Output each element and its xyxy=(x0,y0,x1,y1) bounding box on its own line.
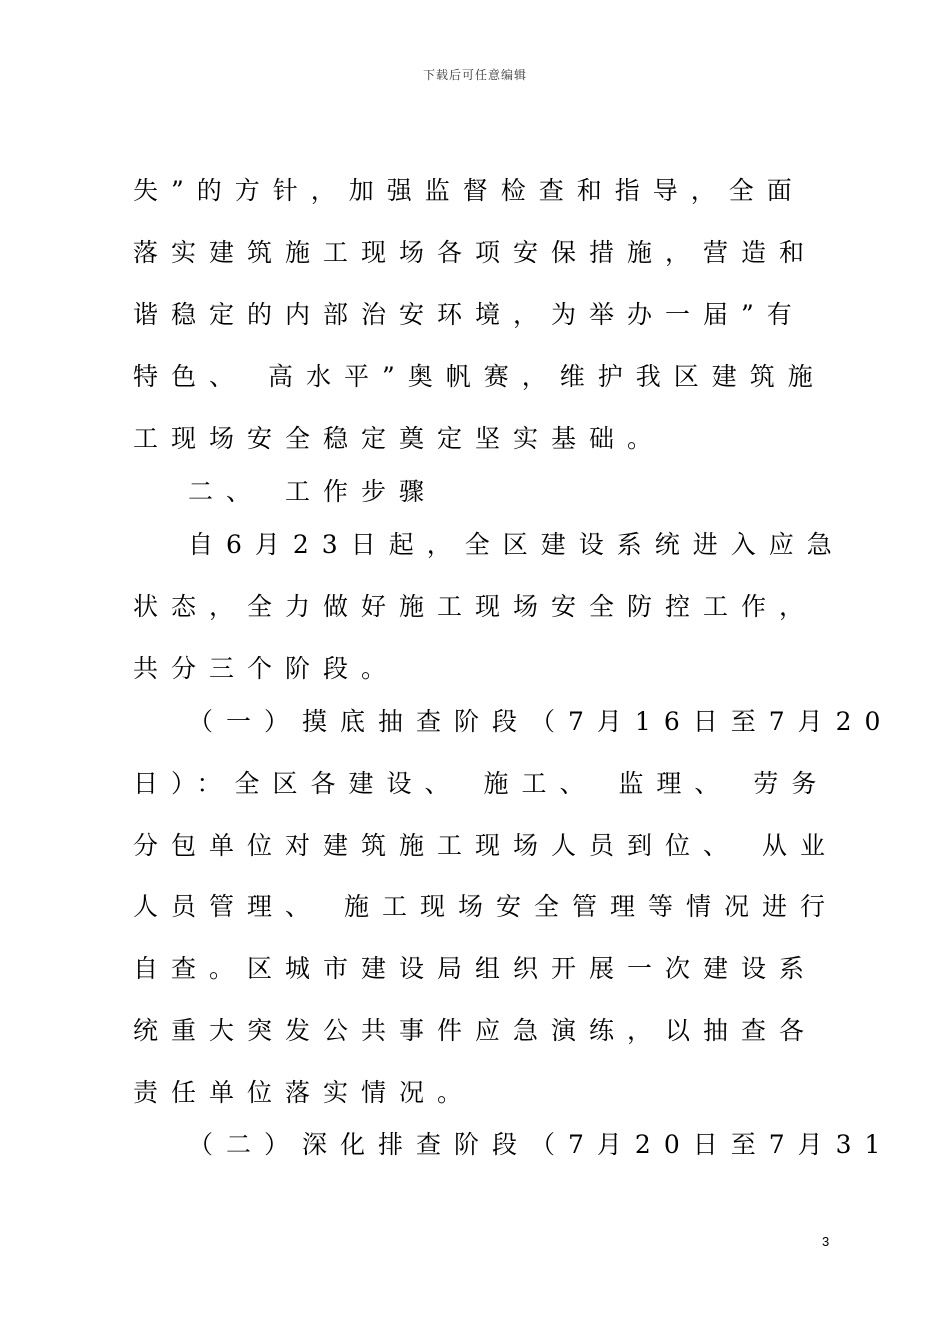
subsection-heading: （一）摸底抽查阶段（7月16日至7月20 xyxy=(188,707,894,736)
header-note: 下载后可任意编辑 xyxy=(422,68,527,82)
text-line: 共分三个阶段。 xyxy=(133,654,400,683)
text-line: 自查。区城市建设局组织开展一次建设系 xyxy=(133,954,818,983)
text-line: 工现场安全稳定奠定坚实基础。 xyxy=(133,424,666,453)
text-line: 自6月23日起，全区建设系统进入应急 xyxy=(188,530,845,559)
text-line: 统重大突发公共事件应急演练，以抽查各 xyxy=(133,1016,818,1045)
text-line: 特色、 高水平”奥帆赛，维护我区建筑施 xyxy=(133,362,826,391)
text-line: 日）：全区各建设、 施工、 监理、 劳务 xyxy=(133,769,830,798)
text-line: 谐稳定的内部治安环境，为举办一届”有 xyxy=(133,300,805,329)
text-line: 落实建筑施工现场各项安保措施，营造和 xyxy=(133,238,818,267)
text-line: 分包单位对建筑施工现场人员到位、 从业 xyxy=(133,831,838,860)
page-number: 3 xyxy=(822,1234,830,1249)
text-line: 状态，全力做好施工现场安全防控工作， xyxy=(133,592,818,621)
text-line: 人员管理、 施工现场安全管理等情况进行 xyxy=(133,892,838,921)
text-line: 责任单位落实情况。 xyxy=(133,1078,476,1107)
section-heading: 二、 工作步骤 xyxy=(188,477,437,506)
text-line: 失”的方针，加强监督检查和指导，全面 xyxy=(133,176,805,205)
subsection-heading: （二）深化排查阶段（7月20日至7月31 xyxy=(188,1130,894,1159)
